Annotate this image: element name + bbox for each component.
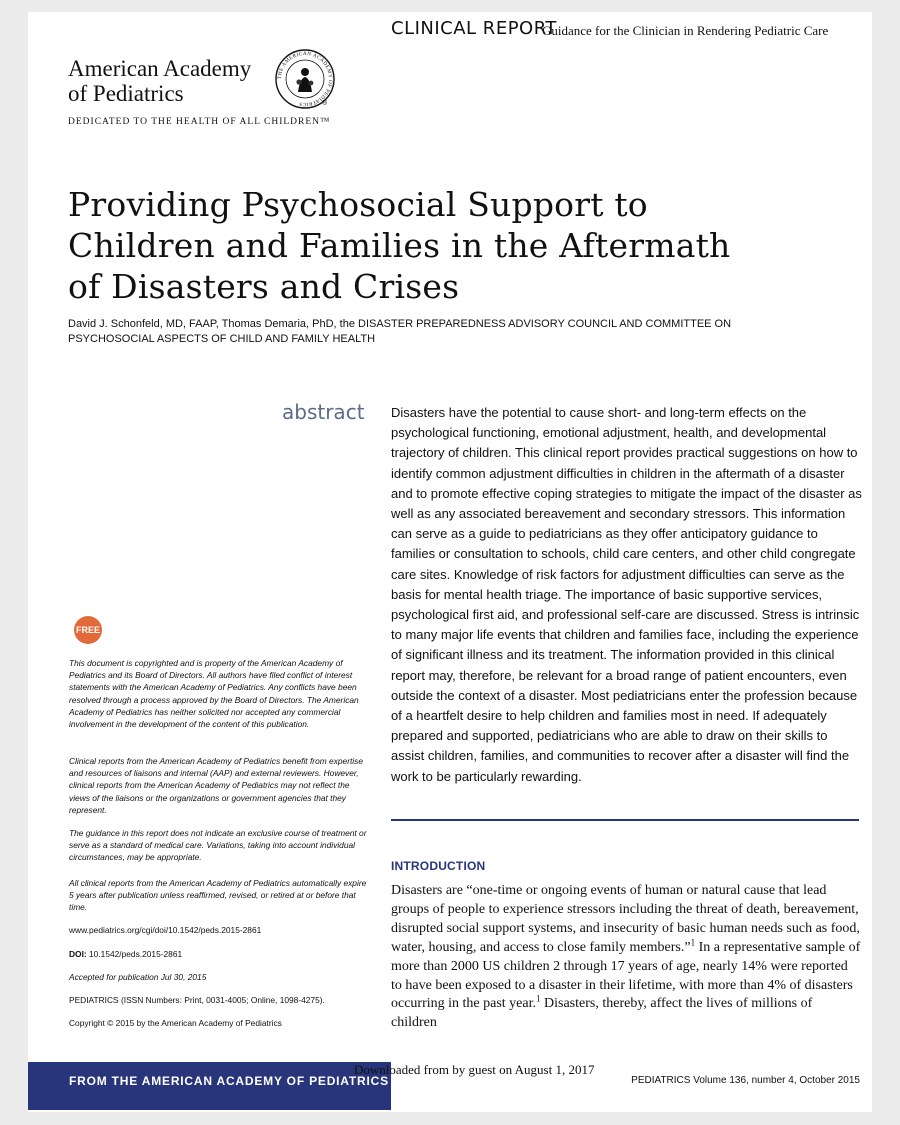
sidebar-copyright-notice: This document is copyrighted and is property of the American Academy of Pediatrics and its Board of Directors. All authors have filed conflict of interest statements with the American Academy of Pediatrics. Any conflicts have been resolved through a process approved by the Board of Directors. The American Academy of Pediatrics has neither solicited nor accepted any commercial involvement in the development of the content of this publication. — [69, 658, 359, 730]
sidebar-reviewers-note: Clinical reports from the American Academy of Pediatrics benefit from expertise and resources of liaisons and internal (AAP) and external reviewers. However, clinical reports from the American Academy of Pediatrics may not reflect the views of the liaisons or the organizations or government agencies that they represent. — [69, 756, 364, 815]
doi-line — [69, 948, 369, 960]
free-badge: FREE — [74, 616, 102, 644]
introduction-heading: INTRODUCTION — [391, 859, 486, 873]
aap-logo-wordmark — [68, 56, 251, 106]
svg-text:THE AMERICAN ACADEMY OF PEDIAT: THE AMERICAN ACADEMY OF PEDIATRICS — [276, 50, 334, 108]
document-page — [28, 12, 872, 1112]
issn-line: PEDIATRICS (ISSN Numbers: Print, 0031-4005; Online, 1098-4275). — [69, 995, 325, 1005]
article-url[interactable]: www.pediatrics.org/cgi/doi/10.1542/peds.2015-2861 — [69, 925, 262, 935]
doi-label: DOI: — [69, 949, 87, 959]
intro-part-3: Disasters, thereby, affect the lives of millions of children — [391, 996, 813, 1031]
registered-mark: ® — [322, 100, 328, 107]
report-type-label: CLINICAL REPORT — [391, 18, 557, 39]
citation-ref-2[interactable]: 1 — [536, 993, 541, 1004]
footer-bar-text: FROM THE AMERICAN ACADEMY OF PEDIATRICS — [69, 1074, 389, 1088]
doi-value[interactable]: 10.1542/peds.2015-2861 — [89, 949, 183, 959]
introduction-text — [391, 882, 861, 1033]
guidance-subtitle: Guidance for the Clinician in Rendering Pediatric Care — [542, 23, 829, 38]
author-list: David J. Schonfeld, MD, FAAP, Thomas Demaria, PhD, the DISASTER PREPAREDNESS ADVISORY COUNCIL AND COMMITTEE ON PSYCHOSOCIAL ASPECTS OF CHILD AND FAMILY HEALTH — [68, 318, 732, 345]
logo-line-1: American Academy — [68, 56, 252, 81]
accepted-date: Accepted for publication Jul 30, 2015 — [69, 972, 207, 982]
journal-citation: PEDIATRICS Volume 136, number 4, October 2015 — [631, 1075, 860, 1086]
download-watermark: Downloaded from by guest on August 1, 2017 — [354, 1062, 595, 1077]
logo-line-2: of Pediatrics — [68, 81, 184, 106]
sidebar-guidance-note: The guidance in this report does not indicate an exclusive course of treatment or serve as a standard of medical care. Variations, taking into account individual circumstances, may be appropriate. — [69, 828, 367, 863]
intro-part-1: Disasters are “one-time or ongoing events of human or natural cause that lead groups of people to experience stressors including the threat of death, bereavement, disrupted social support systems, and insecurity of basic human needs such as food, water, housing, and access to close family members.” — [391, 883, 860, 955]
article-title: Providing Psychosocial Support to Children and Families in the Aftermath of Disasters and Crises — [68, 185, 731, 306]
sidebar-expiry-note: All clinical reports from the American Academy of Pediatrics automatically expire 5 years after publication unless reaffirmed, revised, or retired at or before that time. — [69, 878, 367, 913]
intro-part-2: In a representative sample of more than 2000 US children 2 through 17 years of age, nearly 14% were reported to have been exposed to a disaster in their lifetime, with more than 4% of disasters occurring in the past year. — [391, 939, 861, 1012]
abstract-text: Disasters have the potential to cause short- and long-term effects on the psychological functioning, emotional adjustment, health, and developmental trajectory of children. This clinical report provides practical suggestions on how to identify common adjustment difficulties in children in the aftermath of a disaster and to promote effective coping strategies to mitigate the impact of the disaster as well as any associated bereavement and secondary stressors. This information can serve as a guide to pediatricians as they offer anticipatory guidance to families or consultation to schools, child care centers, and other child congregate care sites. Knowledge of risk factors for adjustment difficulties can serve as the basis for mental health triage. The importance of basic supportive services, psychological first aid, and professional self-care are discussed. Stress is intrinsic to many major life events that children and families face, including the experience of significant illness and its treatment. The information provided in this clinical report may, therefore, be relevant for a broad range of patient encounters, even outside the context of a disaster. Most pediatricians enter the profession because of a heartfelt desire to help children and families most in need. If adequately prepared and supported, pediatricians who are able to draw on their skills to assist children, families, and communities to recover after a disaster will find the work to be particularly rewarding. — [391, 405, 862, 784]
citation-ref-1[interactable]: 1 — [690, 937, 696, 948]
abstract-label: abstract — [282, 400, 365, 424]
section-divider — [391, 819, 859, 821]
copyright-line: Copyright © 2015 by the American Academy of Pediatrics — [69, 1018, 282, 1028]
logo-tagline: DEDICATED TO THE HEALTH OF ALL CHILDREN™ — [68, 117, 331, 127]
